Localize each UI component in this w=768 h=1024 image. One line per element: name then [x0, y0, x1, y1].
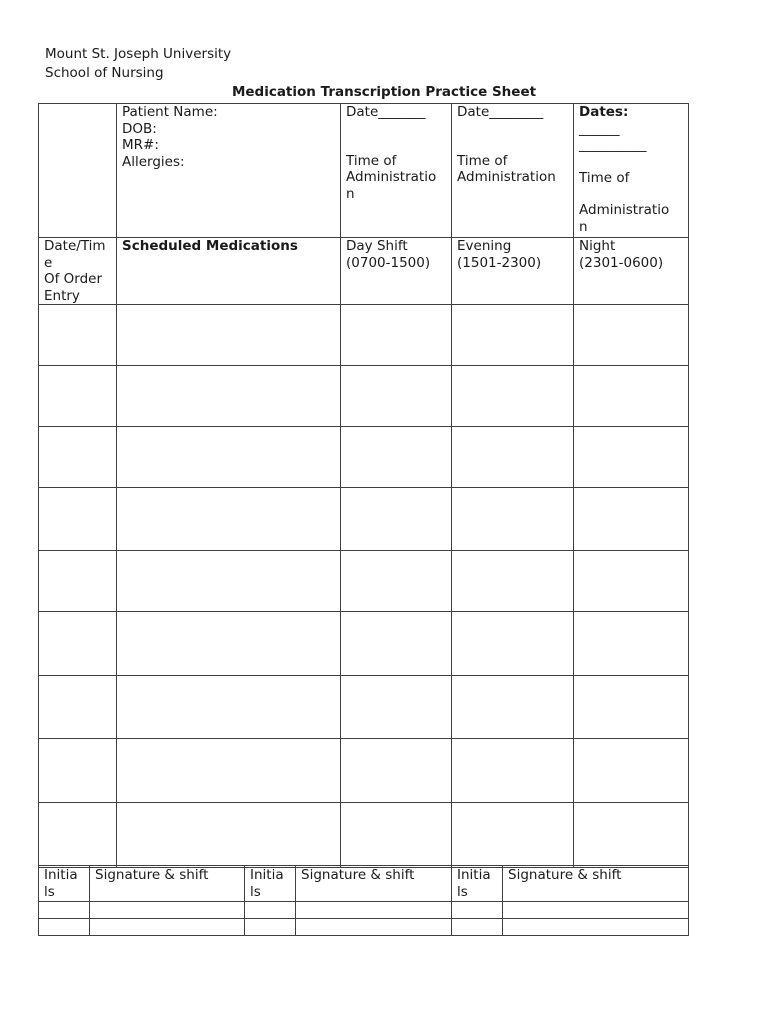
patient-info-row	[39, 104, 689, 238]
initials-header	[39, 866, 90, 902]
initials-header	[452, 866, 503, 902]
order-entry-header-line3: Of Order	[44, 271, 103, 287]
medication-cell[interactable]	[117, 676, 341, 739]
initials-header-line2: ls	[457, 883, 468, 900]
patient-name-label: Patient Name:	[122, 104, 218, 120]
initials-cell[interactable]	[452, 919, 503, 936]
evening-shift-cell[interactable]	[452, 612, 574, 676]
signature-cell[interactable]	[296, 902, 452, 919]
university-name: Mount St. Joseph University	[45, 46, 232, 62]
day-shift-cell[interactable]	[341, 612, 452, 676]
day-shift-cell[interactable]	[341, 739, 452, 803]
night-shift-cell[interactable]	[574, 739, 689, 803]
medication-table	[38, 103, 689, 868]
scheduled-medications-label: Scheduled Medications	[122, 238, 298, 254]
medication-row	[39, 551, 689, 612]
day-shift-header	[341, 238, 452, 305]
initials-cell[interactable]	[452, 902, 503, 919]
evening-shift-cell[interactable]	[452, 366, 574, 427]
mr-label: MR#:	[122, 137, 159, 153]
medication-row	[39, 366, 689, 427]
day-shift-cell[interactable]	[341, 305, 452, 366]
night-shift-cell[interactable]	[574, 551, 689, 612]
initials-cell[interactable]	[245, 902, 296, 919]
medication-rows	[39, 305, 689, 868]
signature-rows	[39, 902, 689, 936]
signature-cell[interactable]	[296, 919, 452, 936]
night-dates-label: Dates:	[579, 104, 629, 120]
medication-cell[interactable]	[117, 488, 341, 551]
night-shift-hours: (2301-0600)	[579, 254, 664, 271]
day-time-label: Time of	[346, 152, 397, 169]
signature-header-label: Signature & shift	[301, 867, 415, 883]
initials-header	[245, 866, 296, 902]
evening-shift-hours: (1501-2300)	[457, 254, 542, 271]
order-entry-cell[interactable]	[39, 612, 117, 676]
evening-shift-cell[interactable]	[452, 803, 574, 868]
evening-shift-cell[interactable]	[452, 676, 574, 739]
day-shift-cell[interactable]	[341, 488, 452, 551]
day-time-label-line3: n	[346, 185, 355, 202]
day-shift-cell[interactable]	[341, 427, 452, 488]
night-shift-cell[interactable]	[574, 612, 689, 676]
order-entry-cell[interactable]	[39, 427, 117, 488]
order-entry-cell[interactable]	[39, 739, 117, 803]
evening-shift-cell[interactable]	[452, 739, 574, 803]
day-time-label-line2: Administratio	[346, 169, 437, 185]
night-shift-header	[574, 238, 689, 305]
page-title: Medication Transcription Practice Sheet	[231, 84, 537, 100]
signature-header-label: Signature & shift	[95, 867, 209, 883]
medication-cell[interactable]	[117, 427, 341, 488]
initials-header-line1: Initia	[44, 867, 78, 883]
order-entry-cell[interactable]	[39, 676, 117, 739]
night-shift-label: Night	[579, 238, 616, 254]
medication-cell[interactable]	[117, 739, 341, 803]
evening-time-label-line2: Administration	[457, 169, 556, 185]
evening-shift-cell[interactable]	[452, 427, 574, 488]
evening-date-label: Date________	[457, 104, 544, 120]
column-header-row	[39, 238, 689, 305]
signature-row	[39, 919, 689, 936]
medication-row	[39, 803, 689, 868]
night-shift-cell[interactable]	[574, 676, 689, 739]
medication-cell[interactable]	[117, 612, 341, 676]
medication-cell[interactable]	[117, 366, 341, 427]
medication-cell[interactable]	[117, 803, 341, 868]
evening-shift-label: Evening	[457, 238, 512, 254]
day-shift-label: Day Shift	[346, 238, 408, 254]
evening-shift-cell[interactable]	[452, 551, 574, 612]
initials-header-line1: Initia	[457, 867, 491, 883]
signature-cell[interactable]	[503, 919, 689, 936]
day-shift-cell[interactable]	[341, 366, 452, 427]
signature-header	[296, 866, 452, 902]
night-date-blank-2: __________	[579, 137, 647, 153]
signature-header	[503, 866, 689, 902]
night-shift-cell[interactable]	[574, 803, 689, 868]
evening-shift-cell[interactable]	[452, 305, 574, 366]
night-time-label: Time of	[579, 169, 630, 186]
school-name: School of Nursing	[45, 65, 164, 81]
day-shift-cell[interactable]	[341, 551, 452, 612]
order-entry-header-line2: e	[44, 254, 53, 271]
day-date-label: Date_______	[346, 104, 426, 120]
evening-time-label: Time of	[457, 152, 508, 169]
signature-cell[interactable]	[503, 902, 689, 919]
night-time-label-line3: n	[579, 218, 588, 235]
signature-row	[39, 902, 689, 919]
order-entry-header	[39, 238, 117, 305]
medication-row	[39, 676, 689, 739]
initials-cell[interactable]	[39, 919, 90, 936]
night-shift-cell[interactable]	[574, 488, 689, 551]
night-shift-cell[interactable]	[574, 305, 689, 366]
medication-cell[interactable]	[117, 551, 341, 612]
signature-header-label: Signature & shift	[508, 867, 622, 883]
order-entry-cell[interactable]	[39, 551, 117, 612]
day-shift-cell[interactable]	[341, 676, 452, 739]
day-date-cell[interactable]	[341, 104, 452, 238]
order-entry-header-line1: Date/Tim	[44, 238, 106, 254]
signature-cell[interactable]	[90, 902, 245, 919]
medication-row	[39, 612, 689, 676]
order-entry-header-line4: Entry	[44, 287, 80, 304]
night-date-blank-1: ______	[579, 120, 620, 137]
signature-header-row	[39, 866, 689, 902]
patient-info-cell[interactable]	[117, 104, 341, 238]
initials-header-line1: Initia	[250, 867, 284, 883]
blank-corner-cell[interactable]	[39, 104, 117, 238]
medication-row	[39, 427, 689, 488]
medication-row	[39, 739, 689, 803]
evening-date-cell[interactable]	[452, 104, 574, 238]
evening-shift-header	[452, 238, 574, 305]
medication-row	[39, 305, 689, 366]
night-time-label-line2: Administratio	[579, 202, 670, 218]
signature-header	[90, 866, 245, 902]
initials-header-line2: ls	[250, 883, 261, 900]
night-date-cell[interactable]	[574, 104, 689, 238]
signature-cell[interactable]	[90, 919, 245, 936]
initials-header-line2: ls	[44, 883, 55, 900]
order-entry-cell[interactable]	[39, 488, 117, 551]
dob-label: DOB:	[122, 120, 157, 137]
allergies-label: Allergies:	[122, 153, 185, 170]
day-shift-hours: (0700-1500)	[346, 254, 431, 271]
initials-cell[interactable]	[245, 919, 296, 936]
order-entry-cell[interactable]	[39, 305, 117, 366]
evening-shift-cell[interactable]	[452, 488, 574, 551]
day-shift-cell[interactable]	[341, 803, 452, 868]
order-entry-cell[interactable]	[39, 803, 117, 868]
scheduled-medications-header	[117, 238, 341, 305]
medication-row	[39, 488, 689, 551]
order-entry-cell[interactable]	[39, 366, 117, 427]
signature-table	[38, 865, 689, 936]
night-shift-cell[interactable]	[574, 427, 689, 488]
initials-cell[interactable]	[39, 902, 90, 919]
medication-cell[interactable]	[117, 305, 341, 366]
night-shift-cell[interactable]	[574, 366, 689, 427]
